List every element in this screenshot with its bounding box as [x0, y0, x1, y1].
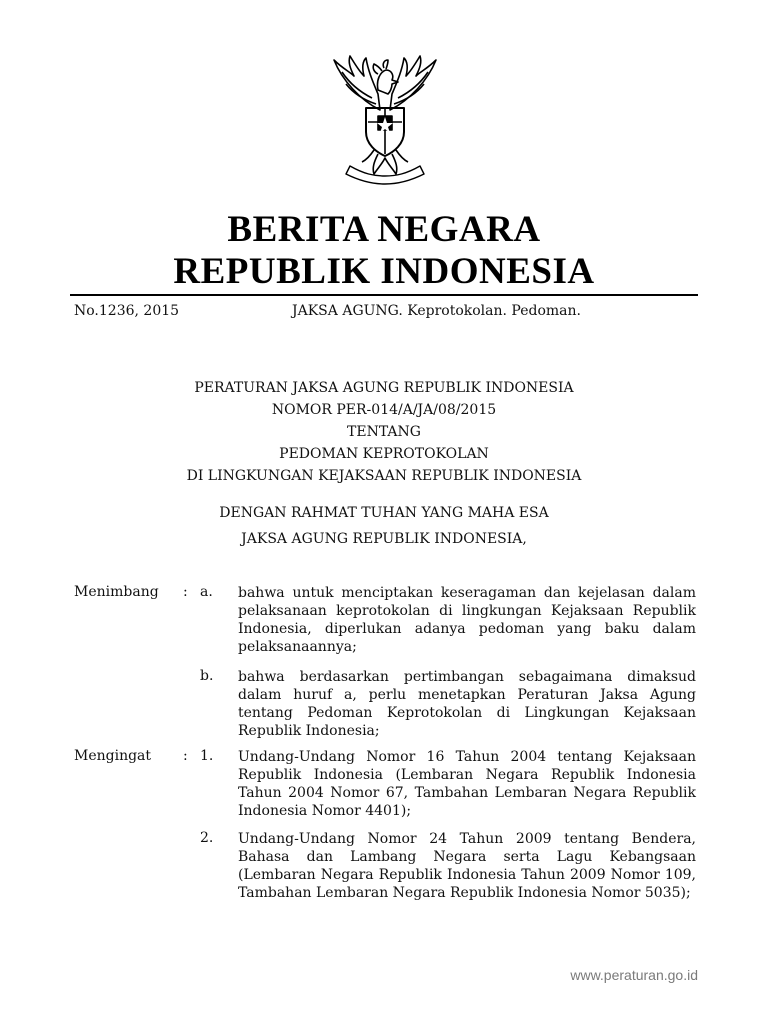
menimbang-item-a: bahwa untuk menciptakan keseragaman dan kejelasan dalam pelaksanaan keprotokolan di lingkungan Kejaksaan Republik Indonesia, diperlukan adanya pedoman yang baku dalam pelaksanaannya;: [238, 585, 696, 655]
opening-line: DENGAN RAHMAT TUHAN YANG MAHA ESA: [219, 505, 549, 521]
garuda-emblem-icon: [320, 50, 450, 190]
heading-line: PEDOMAN KEPROTOKOLAN: [279, 446, 489, 462]
opening-formula: [0, 500, 768, 552]
opening-line: JAKSA AGUNG REPUBLIK INDONESIA,: [241, 531, 527, 547]
header-divider: [70, 294, 698, 296]
menimbang-colon: :: [183, 584, 188, 600]
heading-line: DI LINGKUNGAN KEJAKSAAN REPUBLIK INDONESIA: [186, 468, 582, 484]
item-marker: 1.: [200, 748, 214, 764]
publication-number: No.1236, 2015: [74, 303, 180, 319]
menimbang-label: Menimbang: [74, 584, 159, 600]
website-watermark: www.peraturan.go.id: [570, 967, 698, 983]
item-marker: b.: [200, 668, 214, 684]
heading-line: PERATURAN JAKSA AGUNG REPUBLIK INDONESIA: [194, 380, 574, 396]
item-marker: 2.: [200, 830, 214, 846]
mengingat-item-2: Undang-Undang Nomor 24 Tahun 2009 tentang Bendera, Bahasa dan Lambang Negara serta Lagu Kebangsaan (Lembaran Negara Republik Indonesia Tahun 2009 Nomor 109, Tambahan Lembaran Negara Republik Indonesia Nomor 5035);: [238, 831, 696, 901]
regulation-heading: [0, 377, 768, 487]
menimbang-item-b: bahwa berdasarkan pertimbangan sebagaimana dimaksud dalam huruf a, perlu menetapkan Peraturan Jaksa Agung tentang Pedoman Keprotokolan di Lingkungan Kejaksaan Republik Indonesia;: [238, 669, 696, 739]
publication-topic: JAKSA AGUNG. Keprotokolan. Pedoman.: [292, 303, 581, 319]
heading-line: NOMOR PER-014/A/JA/08/2015: [271, 402, 497, 418]
mengingat-colon: :: [183, 748, 188, 764]
publication-subtitle: REPUBLIK INDONESIA: [173, 251, 595, 292]
mengingat-label: Mengingat: [74, 748, 152, 764]
heading-line: TENTANG: [347, 424, 421, 440]
item-marker: a.: [200, 584, 213, 600]
mengingat-item-1: Undang-Undang Nomor 16 Tahun 2004 tentang Kejaksaan Republik Indonesia (Lembaran Negara Republik Indonesia Tahun 2004 Nomor 67, Tambahan Lembaran Negara Republik Indonesia Nomor 4401);: [238, 749, 696, 819]
publication-title: BERITA NEGARA: [227, 209, 541, 250]
